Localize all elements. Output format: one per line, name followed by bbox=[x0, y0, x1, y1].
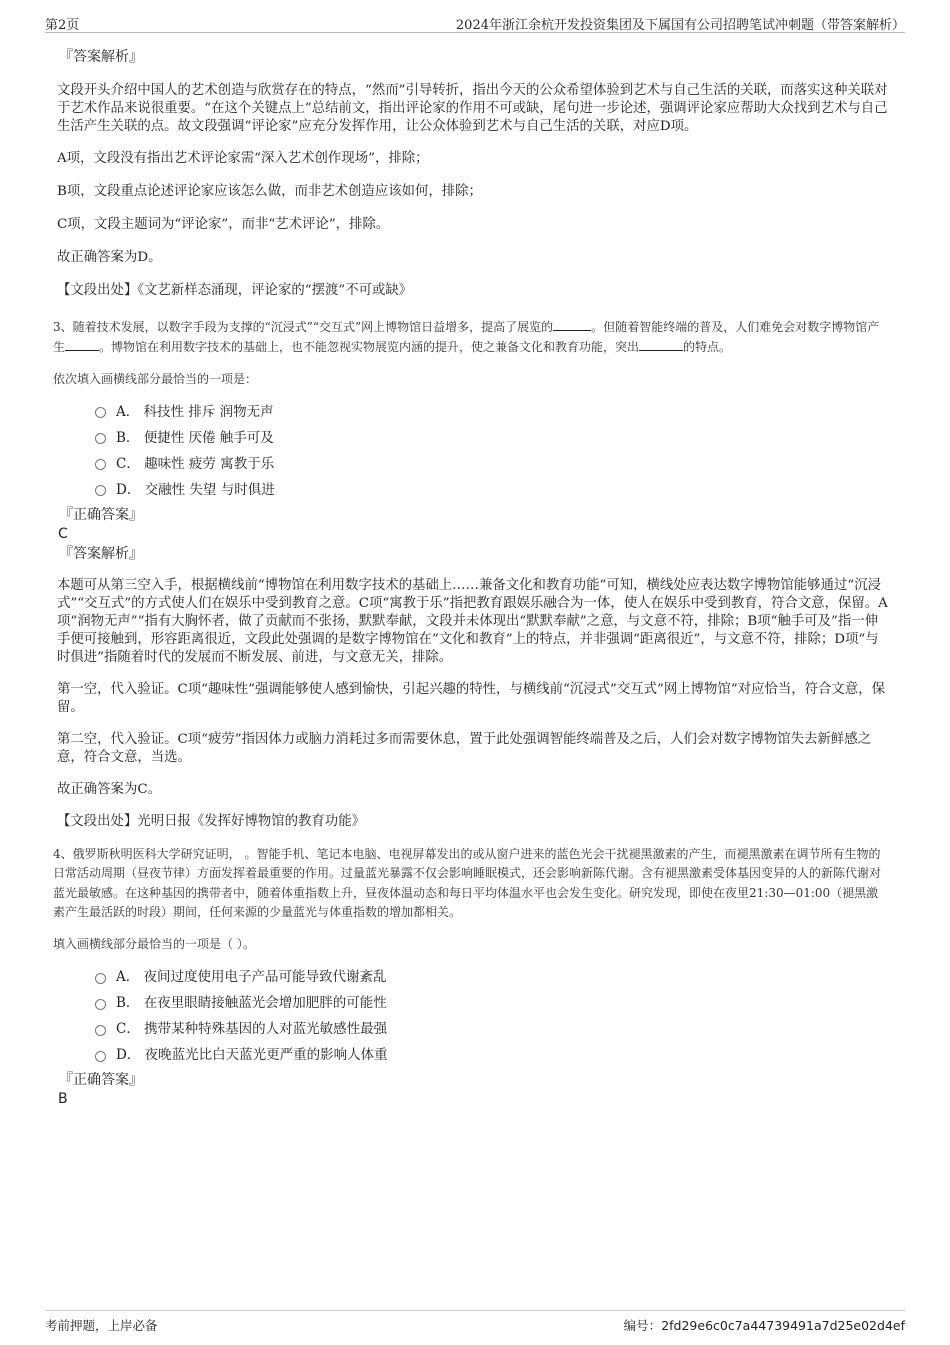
q4-option-d-label: D． 夜晚蓝光比白天蓝光更严重的影响人体重 bbox=[116, 1047, 388, 1063]
q3-stem-part3: 。博物馆在利用数字技术的基础上，也不能忽视实物展览内涵的提升，使之兼备文化和教育功能，突出 bbox=[99, 339, 640, 354]
q4-option-a[interactable] bbox=[95, 964, 890, 990]
q2-analysis-title: 『答案解析』 bbox=[59, 49, 143, 65]
q3-instruction: 依次填入画横线部分最恰当的一项是： bbox=[53, 372, 258, 386]
q3-option-c[interactable] bbox=[95, 451, 890, 477]
footer-slogan: 考前押题，上岸必备 bbox=[45, 1318, 158, 1333]
radio-icon[interactable] bbox=[95, 1051, 106, 1062]
radio-icon[interactable] bbox=[95, 1025, 106, 1036]
q3-option-b[interactable] bbox=[95, 425, 890, 451]
q2-conclusion: 故正确答案为D。 bbox=[57, 250, 162, 265]
radio-icon[interactable] bbox=[95, 459, 106, 470]
q3-analysis-p1: 本题可从第三空入手，根据横线前“博物馆在利用数字技术的基础上……兼备文化和教育功能”可知，横线处应表达数字博物馆能够通过“沉浸式”“交互式”的方式使人们在娱乐中受到教育之意。C项“寓教于乐”指把教育跟娱乐融合为一体，使人在娱乐中受到教育，符合文意，保留。A项“润物无声”“指有大胸怀者，做了贡献而不张扬，默默奉献，文段并未体现出“默默奉献”之意，与文意不符，排除；B项“触手可及”指一伸手便可接触到，形容距离很近，文段此处强调的是数字博物馆在“文化和教育”上的特点，并非强调“距离很近”，与文意不符，排除；D项“与时俱进”指随着时代的发展而不断发展、前进，与文意无关，排除。 bbox=[57, 577, 888, 665]
document-title: 2024年浙江余杭开发投资集团及下属国有公司招聘笔试冲刺题（带答案解析） bbox=[455, 18, 905, 33]
q2-line-c: C项，文段主题词为“评论家”，而非“艺术评论”，排除。 bbox=[57, 217, 390, 232]
q3-option-a-label: A． 科技性 排斥 润物无声 bbox=[116, 403, 274, 420]
q3-analysis-p3: 第二空，代入验证。C项“疲劳”指因体力或脑力消耗过多而需要休息，置于此处强调智能终端普及之后，人们会对数字博物馆失去新鲜感之意，符合文意，当选。 bbox=[57, 731, 871, 765]
q3-source: 【文段出处】光明日报《发挥好博物馆的教育功能》 bbox=[57, 813, 365, 829]
q4-answer: B bbox=[58, 1091, 68, 1107]
q3-option-a[interactable] bbox=[95, 399, 890, 425]
page-header bbox=[45, 12, 905, 33]
q2-source: 【文段出处】《文艺新样态涌现，评论家的“摆渡”不可或缺》 bbox=[57, 283, 413, 298]
q4-option-c[interactable] bbox=[95, 1016, 890, 1042]
q3-option-d-label: D． 交融性 失望 与时俱进 bbox=[116, 481, 275, 498]
footer-id-label: 编号： bbox=[623, 1318, 662, 1333]
radio-icon[interactable] bbox=[95, 485, 106, 496]
q4-stem: 4、俄罗斯秋明医科大学研究证明， 。智能手机、笔记本电脑、电视屏幕发出的或从窗户进来的蓝色光会干扰褪黑激素的产生，而褪黑激素在调节所有生物的日常活动周期（昼夜节律）方面发挥着最重要的作用。过量蓝光暴露不仅会影响睡眠模式，还会影响新陈代谢。含有褪黑激素受体基因变异的人的新陈代谢对蓝光最敏感。在这种基因的携带者中，随着体重指数上升，昼夜体温动态和每日平均体温水平也会发生变化。研究发现，即使在夜里21:30—01:00（褪黑激素产生最活跃的时段）期间，任何来源的少量蓝光与体重指数的增加都相关。 bbox=[53, 846, 882, 919]
q3-option-b-label: B． 便捷性 厌倦 触手可及 bbox=[116, 429, 274, 446]
q3-answer: C bbox=[58, 525, 68, 542]
q4-option-a-label: A． 夜间过度使用电子产品可能导致代谢紊乱 bbox=[116, 969, 387, 985]
q4-option-c-label: C． 携带某种特殊基因的人对蓝光敏感性最强 bbox=[116, 1021, 388, 1037]
q3-stem bbox=[53, 318, 890, 357]
footer-id-value: 2fd29e6c0c7a44739491a7d25e02d4ef bbox=[661, 1318, 905, 1333]
q3-stem-part4: 的特点。 bbox=[683, 339, 732, 354]
q3-stem-part2: 。但随着智能终端的普及，人们难免会对数字博物馆产生 bbox=[53, 320, 880, 354]
radio-icon[interactable] bbox=[95, 407, 106, 418]
q3-answer-title: 『正确答案』 bbox=[59, 506, 143, 523]
q3-option-d[interactable] bbox=[95, 477, 890, 503]
q3-conclusion: 故正确答案为C。 bbox=[57, 781, 161, 797]
q3-blank-1 bbox=[553, 318, 591, 331]
q3-stem-part1: 3、随着技术发展，以数字手段为支撑的“沉浸式”“交互式”网上博物馆日益增多，提高了展览的 bbox=[53, 320, 554, 334]
q3-analysis-p2: 第一空，代入验证。C项“趣味性”强调能够使人感到愉快，引起兴趣的特性，与横线前“沉浸式”交互式”网上博物馆”对应恰当，符合文意，保留。 bbox=[57, 681, 885, 715]
radio-icon[interactable] bbox=[95, 973, 106, 984]
q3-blank-3 bbox=[639, 338, 683, 351]
q2-line-b: B项，文段重点论述评论家应该怎么做，而非艺术创造应该如何，排除； bbox=[57, 184, 482, 199]
q4-instruction: 填入画横线部分最恰当的一项是（ ）。 bbox=[53, 936, 255, 951]
page-content bbox=[53, 48, 890, 1108]
q4-options bbox=[95, 964, 890, 1068]
q3-option-c-label: C． 趣味性 疲劳 寓教于乐 bbox=[116, 455, 275, 472]
q2-analysis-p1: 文段开头介绍中国人的艺术创造与欣赏存在的特点，“然而”引导转折，指出今天的公众希望体验到艺术与自己生活的关联，而落实这种关联对于艺术作品来说很重要。“在这个关键点上”总结前文，指出评论家的作用不可或缺，尾句进一步论述，强调评论家应帮助大众找到艺术与自己生活产生关联的点。故文段强调“评论家”应充分发挥作用，让公众体验到艺术与自己生活的关联，对应D项。 bbox=[57, 83, 888, 134]
q2-line-a: A项，文段没有指出艺术评论家需“深入艺术创作现场”，排除； bbox=[57, 151, 429, 166]
radio-icon[interactable] bbox=[95, 999, 106, 1010]
q4-option-b-label: B． 在夜里眼睛接触蓝光会增加肥胖的可能性 bbox=[116, 995, 387, 1011]
page-number: 第2页 bbox=[45, 18, 80, 33]
radio-icon[interactable] bbox=[95, 433, 106, 444]
q4-option-d[interactable] bbox=[95, 1042, 890, 1068]
q3-analysis-title: 『答案解析』 bbox=[59, 545, 143, 562]
q3-blank-2 bbox=[65, 338, 99, 351]
q4-option-b[interactable] bbox=[95, 990, 890, 1016]
q4-answer-title: 『正确答案』 bbox=[59, 1072, 143, 1088]
q3-options bbox=[95, 399, 890, 503]
footer-doc-id bbox=[624, 1316, 905, 1334]
page-footer bbox=[45, 1310, 905, 1333]
